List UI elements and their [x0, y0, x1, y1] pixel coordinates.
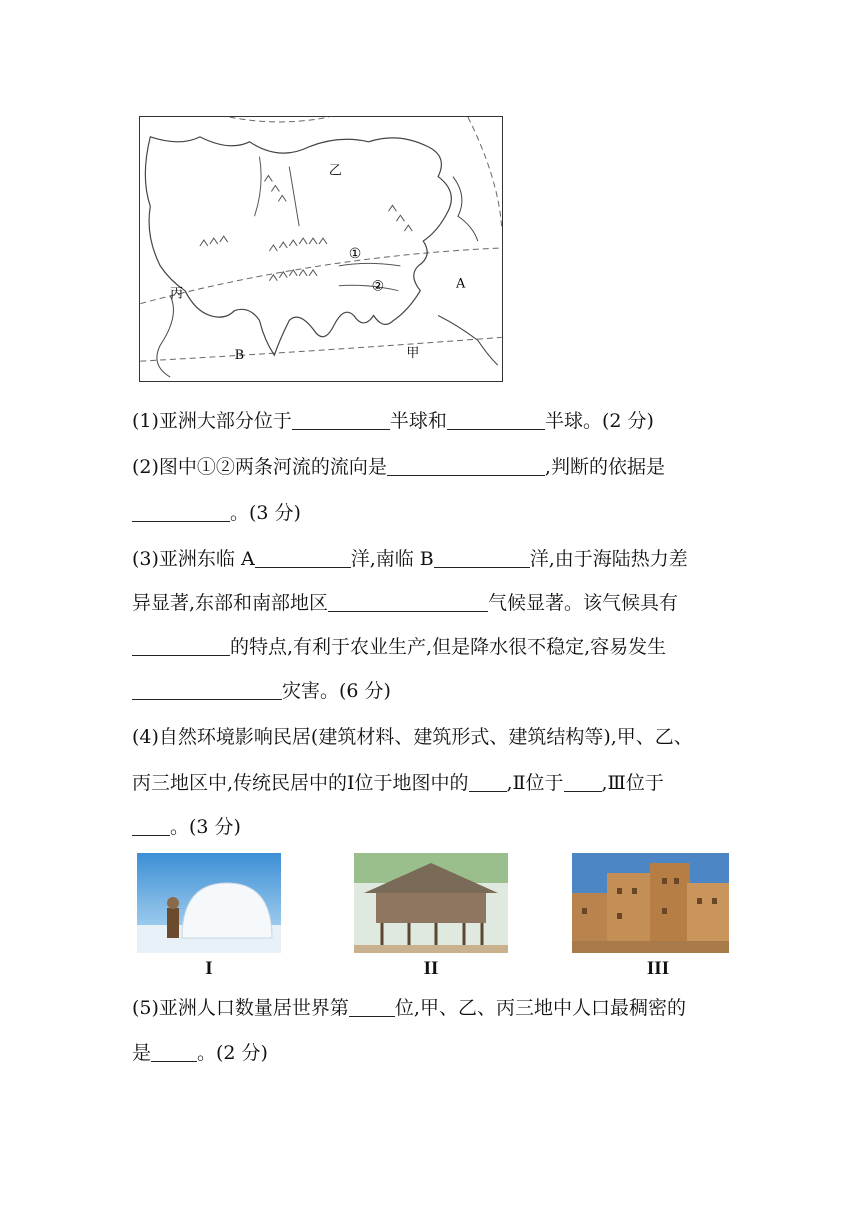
- answer-blank[interactable]: [132, 815, 170, 836]
- map-label-bing: 丙: [170, 286, 184, 302]
- answer-blank[interactable]: [151, 1041, 197, 1062]
- answer-blank[interactable]: [328, 591, 488, 612]
- question-2-cont: 。(3 分): [132, 490, 752, 536]
- photo-caption-1: I: [205, 958, 213, 979]
- question-5: (5)亚洲人口数量居世界第 位,甲、乙、丙三地中人口最稠密的: [132, 997, 686, 1019]
- map-label-b: B: [234, 348, 245, 364]
- photo-mud-buildings: [572, 853, 729, 953]
- question-4-line2: 丙三地区中,传统民居中的Ⅰ位于地图中的 ,Ⅱ位于 ,Ⅲ位于: [132, 772, 664, 794]
- answer-blank[interactable]: [255, 547, 351, 568]
- question-5-line2: 是 。(2 分): [132, 1042, 268, 1064]
- question-3: (3)亚洲东临 A 洋,南临 B 洋,由于海陆热力差: [132, 548, 688, 570]
- question-4-line3: 。(3 分): [132, 804, 752, 850]
- photo-caption-2: II: [423, 958, 439, 979]
- question-3-line4: 灾害。(6 分): [132, 668, 752, 714]
- answer-blank[interactable]: [564, 771, 602, 792]
- answer-blank[interactable]: [349, 996, 395, 1017]
- answer-blank[interactable]: [387, 455, 545, 476]
- question-1: (1)亚洲大部分位于 半球和 半球。(2 分): [132, 410, 654, 432]
- answer-blank[interactable]: [132, 635, 230, 656]
- asia-map-drawing: [140, 117, 502, 381]
- answer-blank[interactable]: [447, 409, 545, 430]
- question-3-line2: 异显著,东部和南部地区 气候显著。该气候具有: [132, 592, 679, 614]
- answer-blank[interactable]: [434, 547, 530, 568]
- map-label-yi: 乙: [328, 163, 342, 179]
- question-2: (2)图中①②两条河流的流向是 ,判断的依据是: [132, 456, 665, 478]
- asia-map: [139, 116, 503, 382]
- photo-caption-3: III: [646, 958, 670, 979]
- question-4: (4)自然环境影响民居(建筑材料、建筑形式、建筑结构等),甲、乙、: [132, 726, 693, 748]
- map-label-river1: ①: [348, 245, 362, 262]
- answer-blank[interactable]: [469, 771, 507, 792]
- answer-blank[interactable]: [292, 409, 390, 430]
- map-label-a: A: [455, 276, 466, 292]
- map-label-river2: ②: [371, 278, 385, 295]
- answer-blank[interactable]: [132, 679, 282, 700]
- answer-blank[interactable]: [132, 501, 230, 522]
- photo-stilt-house: [354, 853, 508, 953]
- question-3-line3: 的特点,有利于农业生产,但是降水很不稳定,容易发生: [132, 624, 752, 670]
- map-label-jia: 甲: [406, 346, 420, 362]
- photo-igloo: [137, 853, 281, 953]
